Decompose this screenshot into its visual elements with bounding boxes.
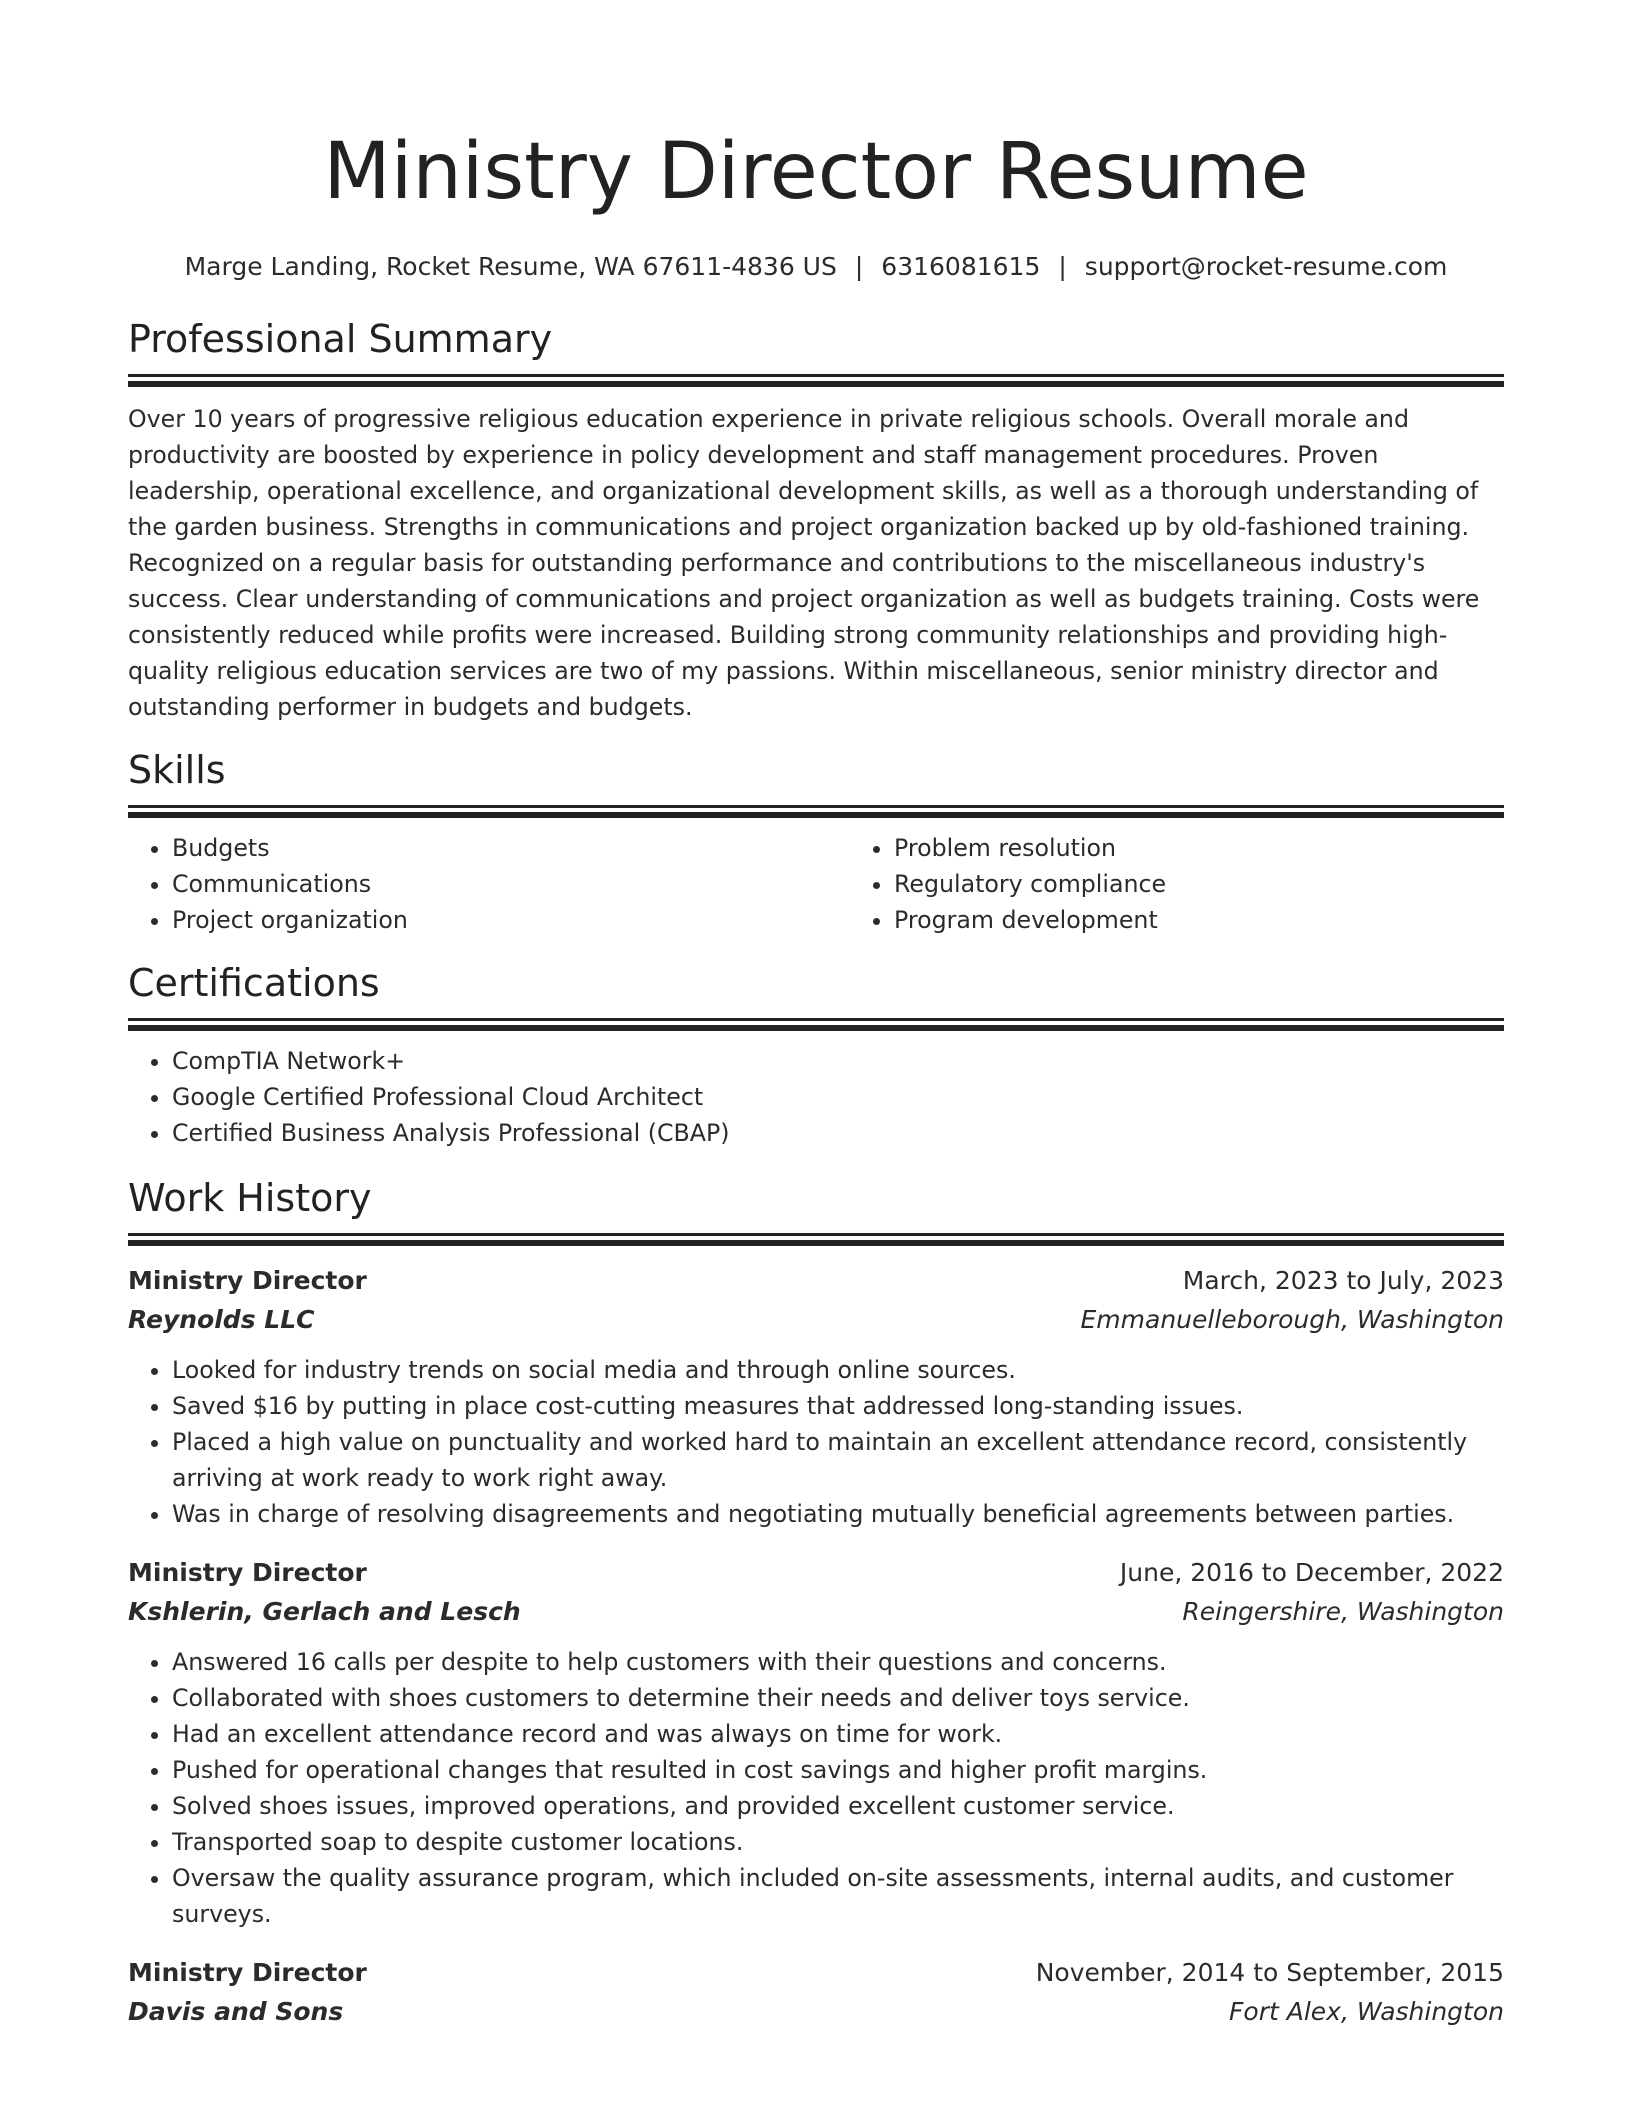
job-dates: June, 2016 to December, 2022 [1119,1558,1504,1587]
job-header [128,1954,1504,1992]
job-header [128,1554,1504,1592]
job-entry [128,1554,1504,1932]
job-bullet: • Transported soap to despite customer locations. [172,1824,1504,1860]
job-dates: March, 2023 to July, 2023 [1182,1266,1504,1295]
job-title: Ministry Director [128,1558,367,1587]
job-bullet: • Oversaw the quality assurance program, which included on-site assessments, internal audits, and customer surveys. [172,1860,1504,1932]
job-location: Reingershire, Washington [1182,1597,1504,1626]
contact-address: Marge Landing, Rocket Resume, WA 67611-4836 US [184,252,837,281]
job-bullets [128,1644,1504,1932]
job-bullet: • Was in charge of resolving disagreements and negotiating mutually beneficial agreements between parties. [172,1496,1504,1532]
job-subheader [128,1300,1504,1340]
work-history-heading: Work History [128,1176,372,1220]
job-bullet: • Had an excellent attendance record and was always on time for work. [172,1716,1504,1752]
skills-list-right [850,830,1572,938]
section-divider [128,1233,1504,1236]
certifications-section [128,958,1504,1151]
contact-line [128,250,1504,284]
skills-grid [128,830,1504,938]
section-divider [128,805,1504,808]
section-divider [128,1018,1504,1021]
section-divider [128,381,1504,387]
job-entry [128,1262,1504,1532]
section-divider [128,1025,1504,1031]
job-location: Fort Alex, Washington [1229,1997,1504,2026]
job-bullet: • Pushed for operational changes that resulted in cost savings and higher profit margins. [172,1752,1504,1788]
skill-item: • Communications [172,866,850,902]
contact-separator: | [854,252,864,281]
job-dates: November, 2014 to September, 2015 [1035,1958,1504,1987]
section-divider [128,374,1504,377]
resume-title: Ministry Director Resume [323,127,1309,217]
skills-list-left [128,830,850,938]
work-history-section [128,1173,1504,2032]
job-location: Emmanuelleborough, Washington [1080,1305,1504,1334]
certification-item: • Google Certified Professional Cloud Architect [172,1079,1504,1115]
certification-item: • CompTIA Network+ [172,1043,1504,1079]
summary-section [128,314,1504,725]
section-divider [128,812,1504,818]
job-subheader [128,1592,1504,1632]
skill-item: • Project organization [172,902,850,938]
resume-page [128,0,1504,2032]
job-bullet: • Placed a high value on punctuality and worked hard to maintain an excellent attendance record, consistently arriving at work ready to work right away. [172,1424,1504,1496]
skill-item: • Program development [894,902,1572,938]
certifications-heading: Certifications [128,961,380,1005]
skill-item: • Regulatory compliance [894,866,1572,902]
job-bullet: • Saved $16 by putting in place cost-cutting measures that addressed long-standing issues. [172,1388,1504,1424]
skill-item: • Budgets [172,830,850,866]
certifications-list [128,1043,1504,1151]
skills-section [128,745,1504,938]
job-company: Davis and Sons [128,1997,344,2026]
job-bullet: • Collaborated with shoes customers to determine their needs and deliver toys service. [172,1680,1504,1716]
job-bullets [128,1352,1504,1532]
section-divider [128,1240,1504,1246]
job-bullet: • Looked for industry trends on social media and through online sources. [172,1352,1504,1388]
skill-item: • Problem resolution [894,830,1572,866]
job-company: Kshlerin, Gerlach and Lesch [128,1597,521,1626]
job-entry [128,1954,1504,2032]
job-title: Ministry Director [128,1266,367,1295]
summary-heading: Professional Summary [128,317,553,361]
contact-email: support@rocket-resume.com [1084,252,1448,281]
summary-text: Over 10 years of progressive religious education experience in private religious schools. Overall morale and productivity are boosted by experience in policy development and staff management procedures. Proven leadership, operational excellence, and organizational development skills, as well as a thorough understanding of the garden business. Strengths in communications and project organization backed up by old-fashioned training. Recognized on a regular basis for outstanding performance and contributions to the miscellaneous industry's success. Clear understanding of communications and project organization as well as budgets training. Costs were consistently reduced while profits were increased. Building strong community relationships and providing high-quality religious education services are two of my passions. Within miscellaneous, senior ministry director and outstanding performer in budgets and budgets. [128,405,1480,721]
certification-item: • Certified Business Analysis Professional (CBAP) [172,1115,1504,1151]
contact-separator: | [1058,252,1067,281]
job-bullet: • Answered 16 calls per despite to help customers with their questions and concerns. [172,1644,1504,1680]
skills-heading: Skills [128,748,226,792]
job-header [128,1262,1504,1300]
job-subheader [128,1992,1504,2032]
contact-phone: 6316081615 [881,252,1041,281]
job-title: Ministry Director [128,1958,367,1987]
job-bullet: • Solved shoes issues, improved operations, and provided excellent customer service. [172,1788,1504,1824]
job-company: Reynolds LLC [128,1305,315,1334]
